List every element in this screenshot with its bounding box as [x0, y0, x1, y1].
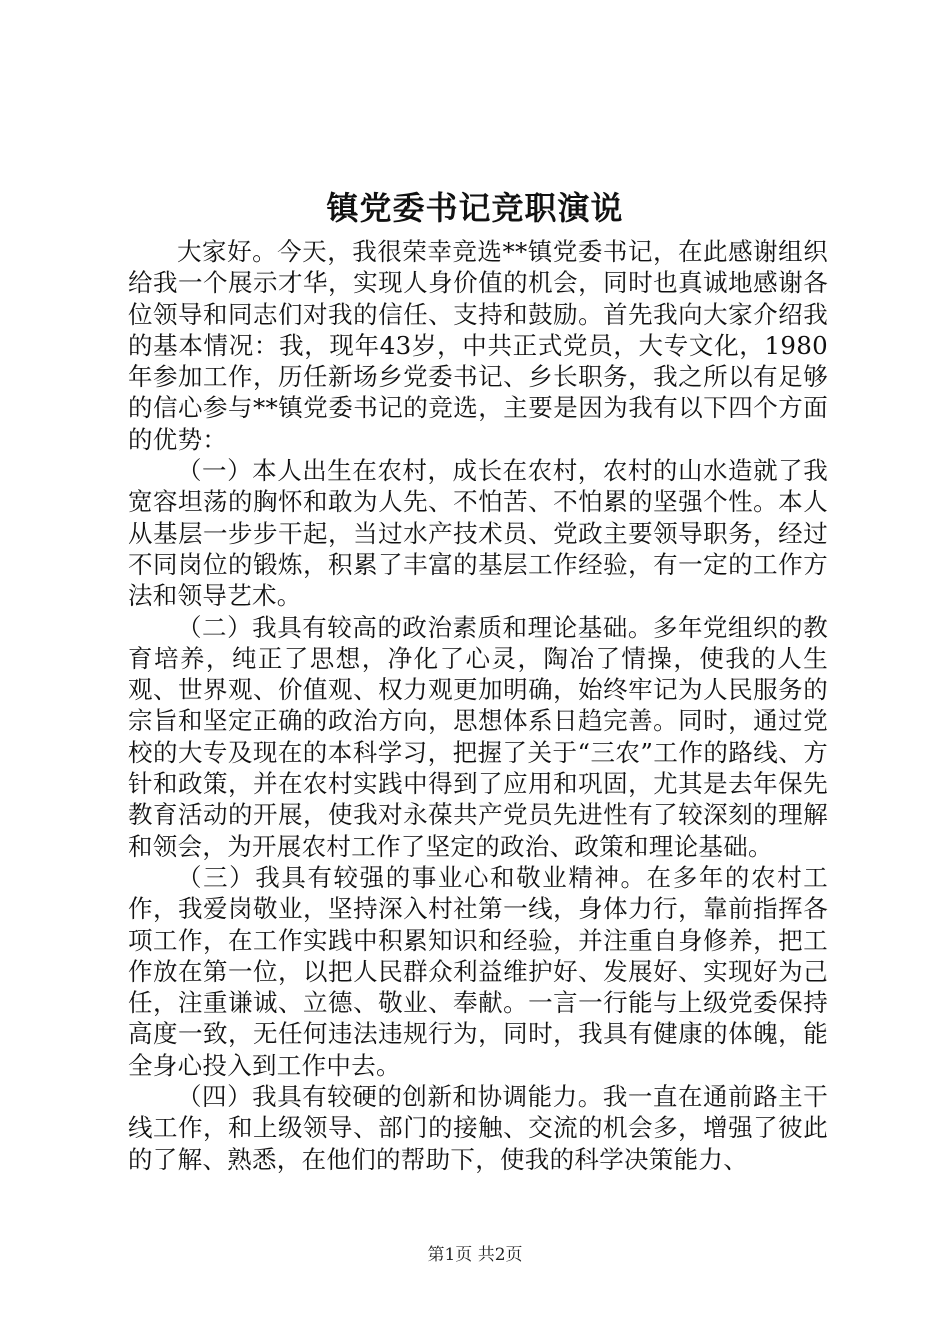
paragraph-point-4: （四）我具有较硬的创新和协调能力。我一直在通前路主干线工作，和上级领导、部门的接触、交流的机会多，增强了彼此的了解、熟悉，在他们的帮助下，使我的科学决策能力、 [128, 1082, 828, 1174]
paragraph-point-1: （一）本人出生在农村，成长在农村，农村的山水造就了我宽容坦荡的胸怀和敢为人先、不怕苦、不怕累的坚强个性。本人从基层一步步干起，当过水产技术员、党政主要领导职务，经过不同岗位的锻炼，积累了丰富的基层工作经验，有一定的工作方法和领导艺术。 [128, 456, 828, 611]
paragraph-point-3: （三）我具有较强的事业心和敬业精神。在多年的农村工作，我爱岗敬业，坚持深入村社第一线，身体力行，靠前指挥各项工作，在工作实践中积累知识和经验，并注重自身修养，把工作放在第一位，以把人民群众利益维护好、发展好、实现好为己任，注重谦诚、立德、敬业、奉献。一言一行能与上级党委保持高度一致，无任何违法违规行为，同时，我具有健康的体魄，能全身心投入到工作中去。 [128, 862, 828, 1080]
document-body [128, 236, 828, 1175]
page-number-footer: 第1页 共2页 [427, 1245, 523, 1265]
document-title: 镇党委书记竞职演说 [326, 189, 624, 227]
paragraph-intro: 大家好。今天，我很荣幸竞选**镇党委书记，在此感谢组织给我一个展示才华，实现人身价值的机会，同时也真诚地感谢各位领导和同志们对我的信任、支持和鼓励。首先我向大家介绍我的基本情况：我，现年43岁，中共正式党员，大专文化，1980年参加工作，历任新场乡党委书记、乡长职务，我之所以有足够的信心参与**镇党委书记的竞选，主要是因为我有以下四个方面的优势： [128, 237, 828, 454]
paragraph-point-2: （二）我具有较高的政治素质和理论基础。多年党组织的教育培养，纯正了思想，净化了心灵，陶冶了情操，使我的人生观、世界观、价值观、权力观更加明确，始终牢记为人民服务的宗旨和坚定正确的政治方向，思想体系日趋完善。同时，通过党校的大专及现在的本科学习，把握了关于“三农”工作的路线、方针和政策，并在农村实践中得到了应用和巩固，尤其是去年保先教育活动的开展，使我对永葆共产党员先进性有了较深刻的理解和领会，为开展农村工作了坚定的政治、政策和理论基础。 [128, 612, 828, 861]
